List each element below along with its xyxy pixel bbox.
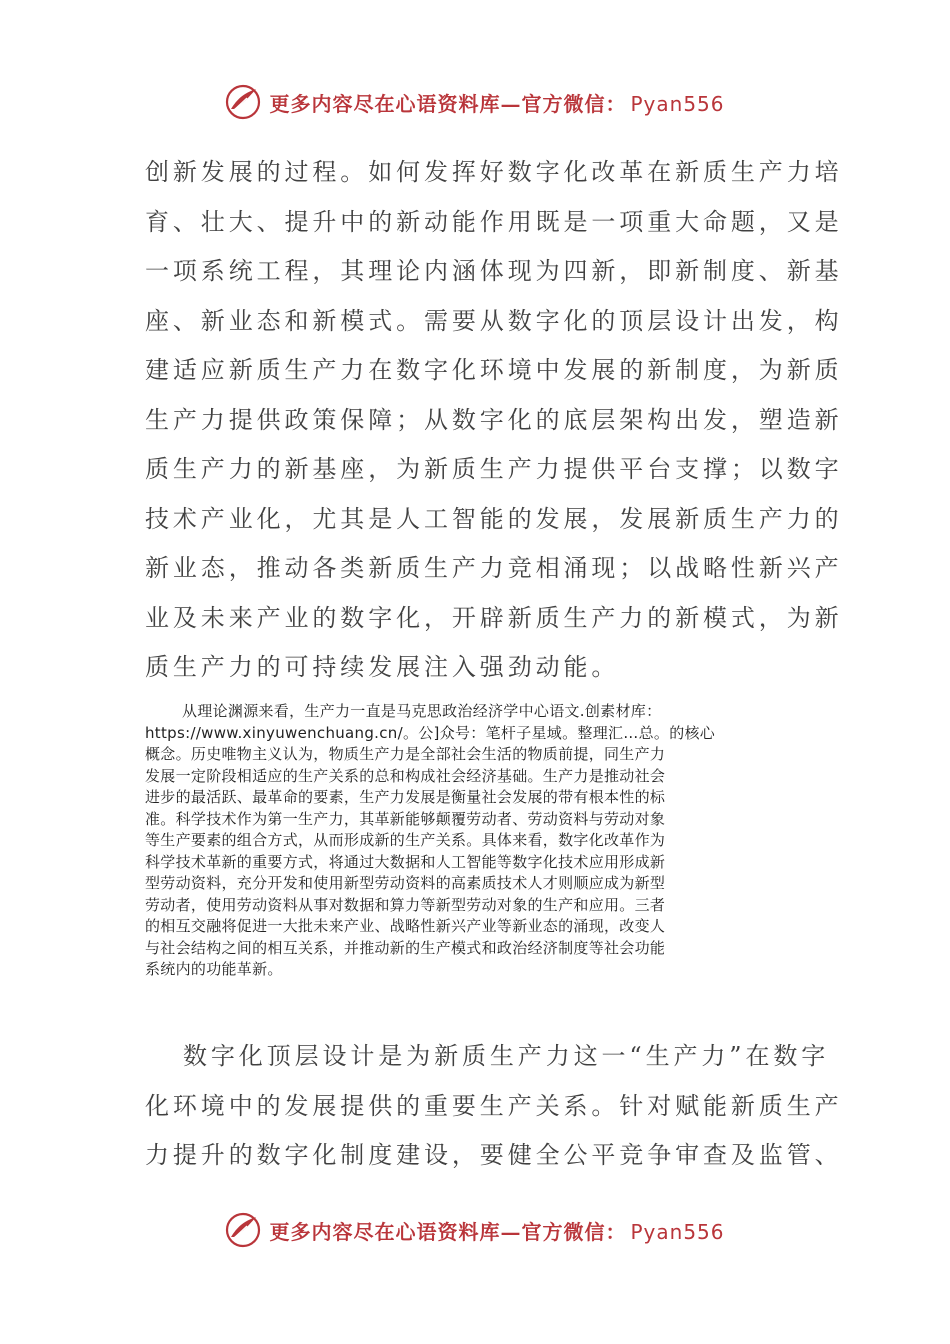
text-line: 力提升的数字化制度建设，要健全公平竞争审查及监管、 — [145, 1141, 843, 1169]
text-line: 质生产力的可持续发展注入强劲动能。 — [145, 653, 620, 681]
text-line: 新业态，推动各类新质生产力竞相涌现；以战略性新兴产 — [145, 554, 843, 582]
text-line: 数字化顶层设计是为新质生产力这一“生产力”在数字 — [183, 1042, 830, 1070]
small-print-paragraph — [145, 701, 809, 981]
text-line: 质生产力的新基座，为新质生产力提供平台支撑；以数字 — [145, 455, 843, 483]
banner-text — [269, 88, 724, 117]
small-text-line: 劳动者，使用劳动资料从事对数据和算力等新型劳动对象的生产和应用。三者 — [145, 895, 666, 914]
text-line: 一项系统工程，其理论内涵体现为四新，即新制度、新基 — [145, 257, 843, 285]
small-text-line: 与社会结构之间的相互关系，并推动新的生产模式和政治经济制度等社会功能 — [145, 938, 666, 957]
footer-banner — [0, 1208, 950, 1252]
banner-text — [269, 1216, 724, 1245]
header-banner — [0, 80, 950, 124]
small-text-line: 的相互交融将促进一大批未来产业、战略性新兴产业等新业态的涌现，改变人 — [145, 917, 666, 935]
wechat-handle: Pyan556 — [630, 1219, 725, 1244]
quill-pen-logo-icon — [225, 84, 261, 120]
small-text-line: 科学技术革新的重要方式，将通过大数据和人工智能等数字化技术应用形成新 — [145, 852, 666, 871]
text-line: 技术产业化，尤其是人工智能的发展，发展新质生产力的 — [145, 504, 843, 533]
text-line: 业及未来产业的数字化，开辟新质生产力的新模式，为新 — [145, 603, 843, 632]
small-text-line: 概念。历史唯物主义认为，物质生产力是全部社会生活的物质前提，同生产力 — [145, 745, 666, 763]
text-line: 生产力提供政策保障；从数字化的底层架构出发，塑造新 — [145, 405, 843, 434]
text-line: 建适应新质生产力在数字化环境中发展的新制度，为新质 — [145, 356, 843, 384]
text-line: 创新发展的过程。如何发挥好数字化改革在新质生产力培 — [145, 158, 843, 186]
text-line: 育、壮大、提升中的新动能作用既是一项重大命题，又是 — [145, 207, 843, 236]
small-text-line: 从理论渊源来看，生产力一直是马克思政治经济学中心语文.创素材库： — [182, 702, 662, 720]
wechat-handle: Pyan556 — [630, 91, 725, 116]
text-line: 座、新业态和新模式。需要从数字化的顶层设计出发，构 — [145, 306, 843, 335]
small-text-line: https://www.xinyuwenchuang.cn/。公]众号：笔杆子星域。整理汇…总。的核心 — [145, 723, 716, 742]
banner-slogan: 更多内容尽在心语资料库—官方微信： — [269, 1219, 627, 1244]
small-text-line: 准。科学技术作为第一生产力，其革新能够颠覆劳动者、劳动资料与劳动对象 — [145, 809, 666, 828]
paragraph-1 — [145, 148, 843, 693]
small-text-line: 等生产要素的组合方式，从而形成新的生产关系。具体来看，数字化改革作为 — [145, 831, 666, 849]
paragraph-2 — [145, 1032, 843, 1181]
banner-slogan: 更多内容尽在心语资料库—官方微信： — [269, 91, 627, 116]
small-text-line: 发展一定阶段相适应的生产关系的总和构成社会经济基础。生产力是推动社会 — [145, 766, 666, 785]
small-text-line: 进步的最活跃、最革命的要素，生产力发展是衡量社会发展的带有根本性的标 — [145, 788, 666, 806]
small-text-line: 型劳动资料，充分开发和使用新型劳动资料的高素质技术人才则顺应成为新型 — [145, 874, 666, 892]
quill-pen-logo-icon — [225, 1212, 261, 1248]
text-line: 化环境中的发展提供的重要生产关系。针对赋能新质生产 — [145, 1091, 843, 1120]
small-text-line: 系统内的功能革新。 — [145, 960, 283, 978]
